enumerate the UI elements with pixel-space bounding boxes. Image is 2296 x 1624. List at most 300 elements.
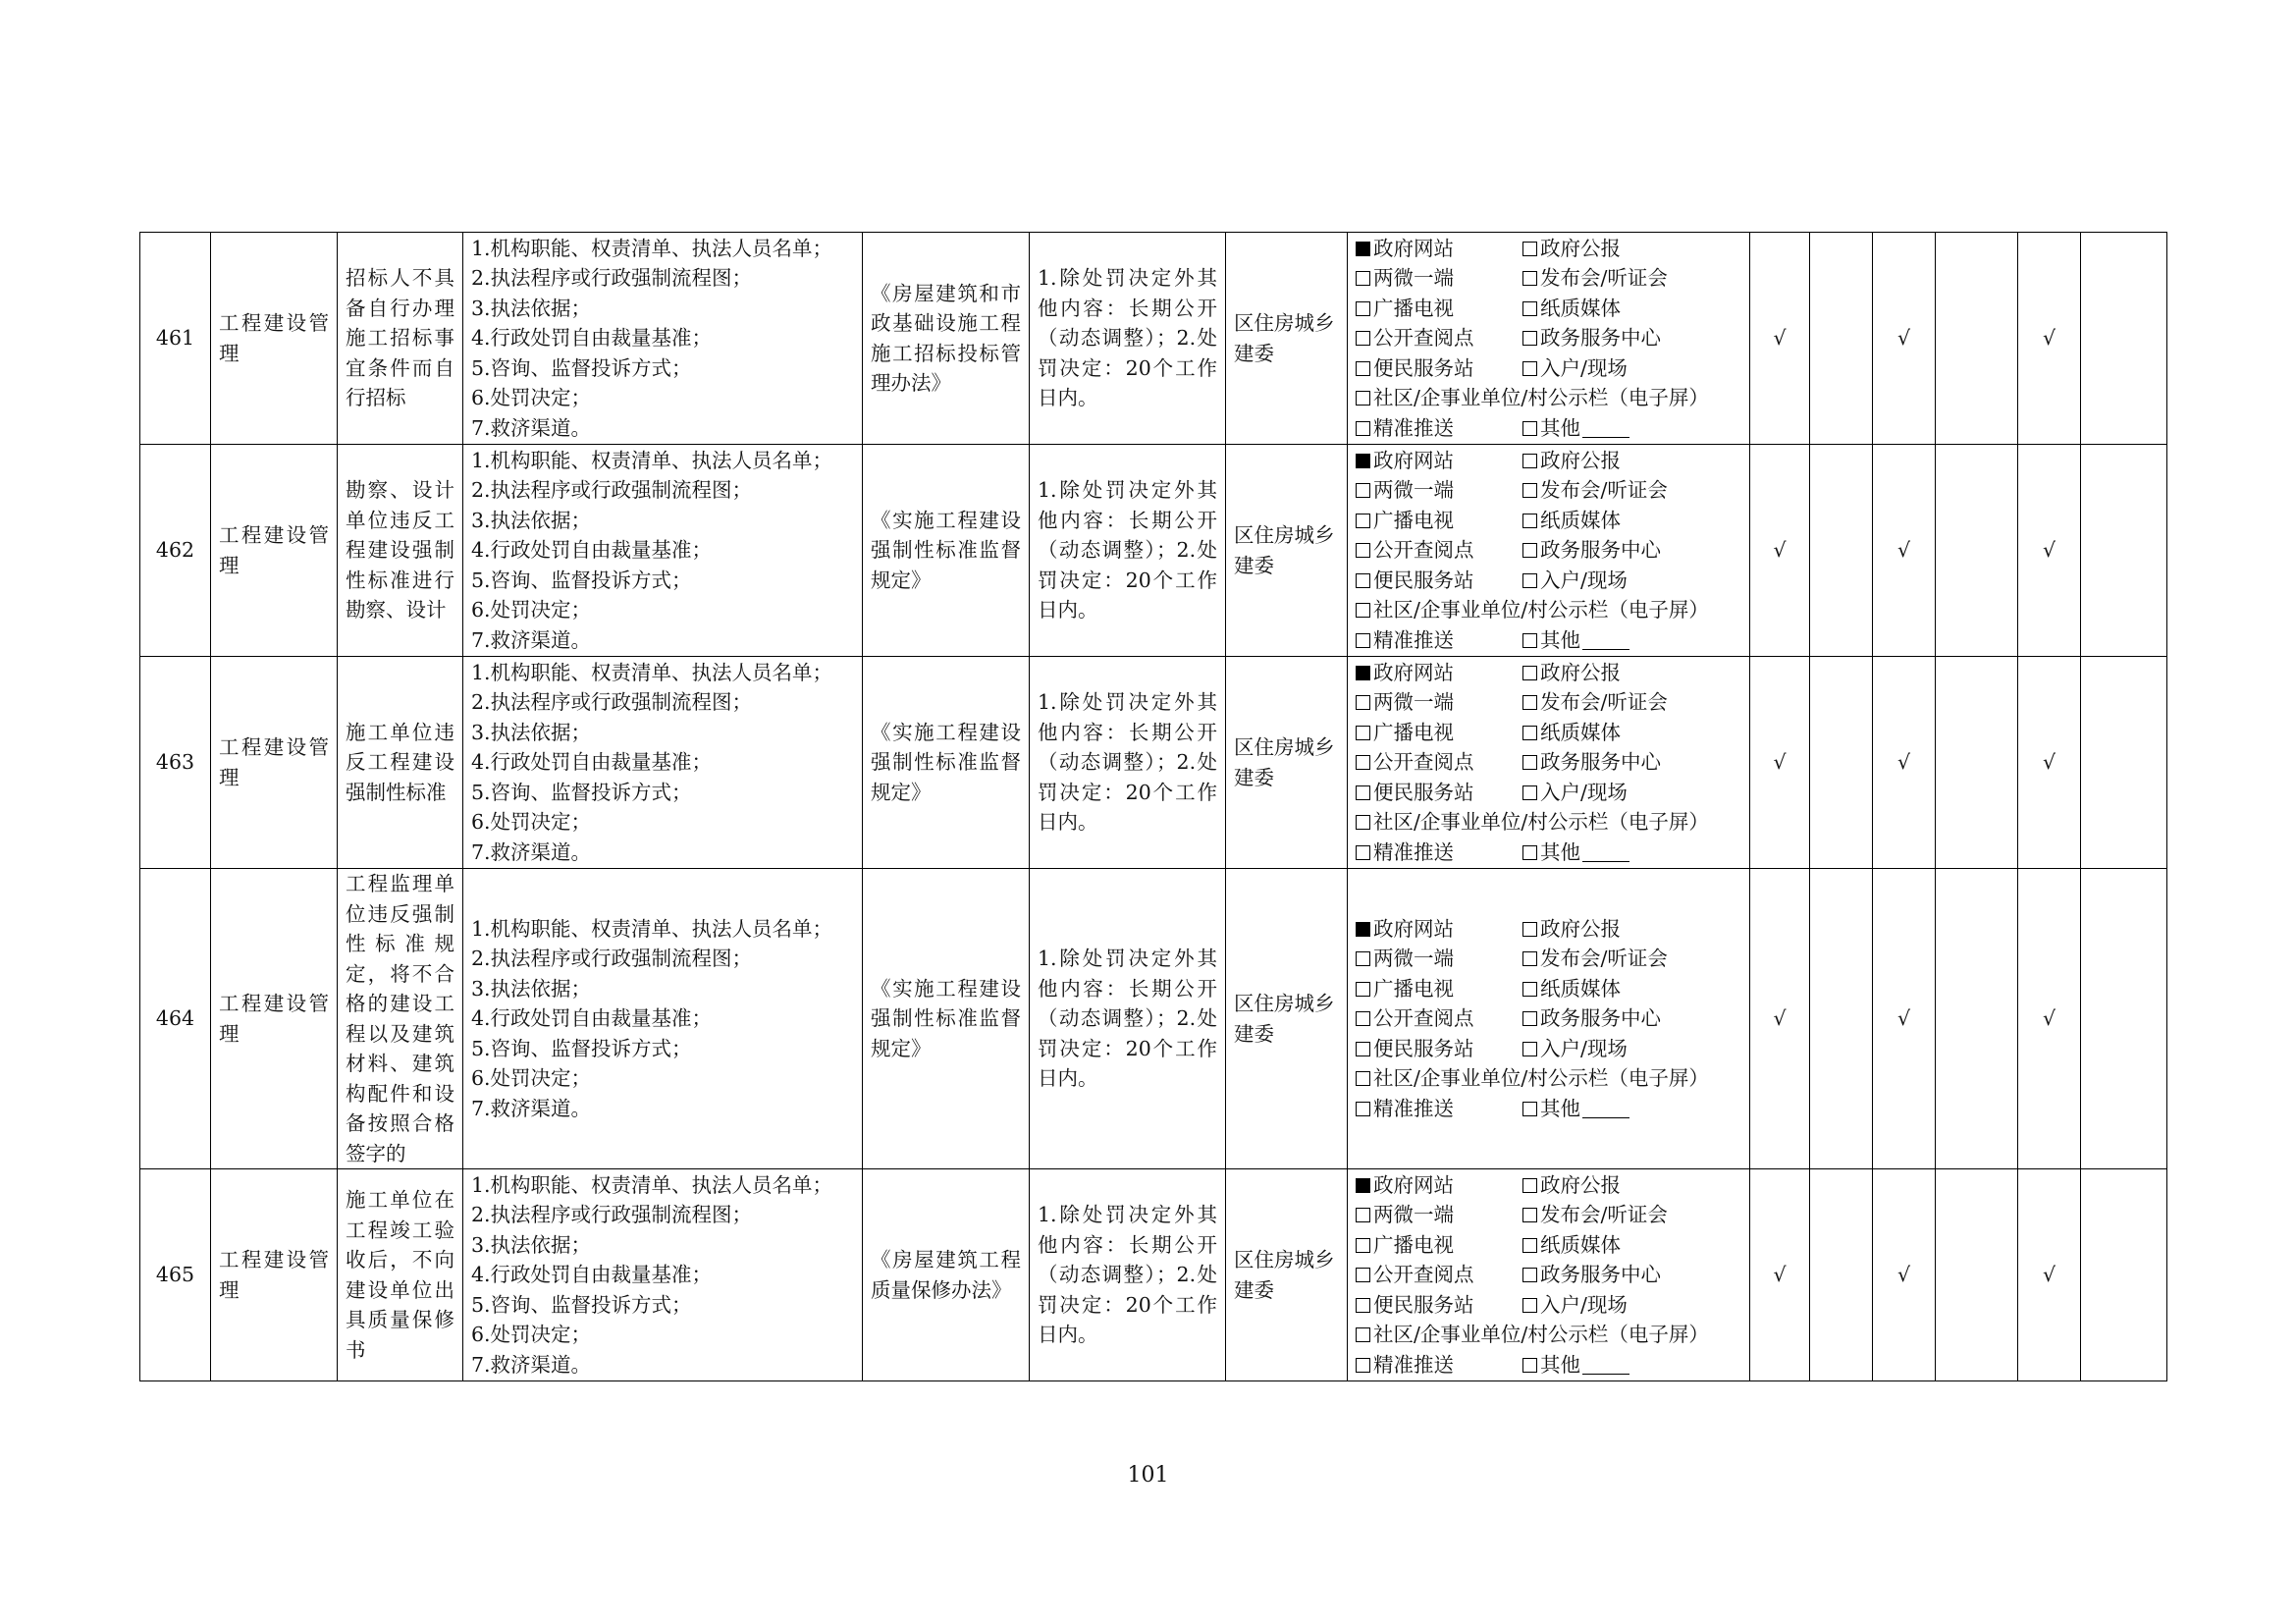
channel-label: 广播电视 xyxy=(1373,1232,1454,1257)
content-item: 4.行政处罚自由裁量基准； xyxy=(471,326,713,351)
unchecked-box-icon xyxy=(1356,755,1370,770)
page-number: 101 xyxy=(1127,1463,1169,1488)
channel-label: 便民服务站 xyxy=(1373,355,1474,380)
unchecked-box-icon xyxy=(1522,1011,1537,1026)
channel-label: 公开查阅点 xyxy=(1373,326,1474,351)
channel-option xyxy=(1356,625,1522,656)
channel-line xyxy=(1356,1230,1741,1261)
channel-label: 纸质媒体 xyxy=(1540,1232,1621,1257)
content-item: 3.执法依据； xyxy=(471,508,592,532)
unchecked-box-icon xyxy=(1356,1208,1370,1222)
channel-option xyxy=(1356,413,1522,444)
checkmark-cell: √ xyxy=(1873,233,1936,445)
unchecked-box-icon xyxy=(1522,1358,1537,1373)
channel-label: 便民服务站 xyxy=(1373,1292,1474,1317)
basis-cell: 《实施工程建设强制性标准监督规定》 xyxy=(863,869,1030,1169)
checkmark-cell: √ xyxy=(2018,445,2081,657)
channel-option xyxy=(1356,687,1522,718)
channel-option xyxy=(1356,718,1522,748)
channel-label: 政府公报 xyxy=(1540,448,1621,472)
checked-box-icon xyxy=(1356,454,1370,468)
channel-label: 公开查阅点 xyxy=(1373,538,1474,563)
empty-cell xyxy=(2081,657,2167,869)
channel-line xyxy=(1356,807,1741,838)
channel-line xyxy=(1356,383,1741,413)
empty-cell xyxy=(1810,657,1873,869)
channel-line xyxy=(1356,234,1741,264)
channel-label: 政务服务中心 xyxy=(1540,1263,1661,1287)
unchecked-box-icon xyxy=(1522,331,1537,346)
channel-line xyxy=(1356,353,1741,384)
content-item: 3.执法依据； xyxy=(471,976,592,1001)
channel-line xyxy=(1356,1290,1741,1321)
unchecked-box-icon xyxy=(1522,1178,1537,1193)
content-item: 1.机构职能、权责清单、执法人员名单； xyxy=(471,916,833,941)
channel-option xyxy=(1522,1200,1668,1230)
content-item: 6.处罚决定； xyxy=(471,598,592,623)
channel-line xyxy=(1356,566,1741,596)
checkmark-cell: √ xyxy=(2018,233,2081,445)
table-row xyxy=(140,657,2167,869)
unchecked-box-icon xyxy=(1356,391,1370,406)
unchecked-box-icon xyxy=(1522,573,1537,588)
dept-cell: 区住房城乡建委 xyxy=(1226,1169,1348,1381)
channel-line xyxy=(1356,475,1741,506)
channel-option xyxy=(1522,535,1661,566)
content-item: 4.行政处罚自由裁量基准； xyxy=(471,1263,713,1287)
channel-label: 精准推送 xyxy=(1373,1352,1454,1377)
channel-label: 入户/现场 xyxy=(1540,780,1628,804)
channel-label: 社区/企事业单位/村公示栏（电子屏） xyxy=(1373,1066,1709,1091)
channel-line xyxy=(1356,747,1741,778)
channels-cell xyxy=(1348,445,1750,657)
fill-blank xyxy=(1582,843,1629,862)
category-cell: 工程建设管理 xyxy=(211,1169,338,1381)
unchecked-box-icon xyxy=(1522,1042,1537,1056)
channels-cell xyxy=(1348,657,1750,869)
channels-cell xyxy=(1348,233,1750,445)
channel-option xyxy=(1356,1094,1522,1124)
unchecked-box-icon xyxy=(1356,361,1370,376)
channel-label: 政务服务中心 xyxy=(1540,750,1661,775)
unchecked-box-icon xyxy=(1356,483,1370,498)
basis-cell: 《实施工程建设强制性标准监督规定》 xyxy=(863,657,1030,869)
channel-option xyxy=(1356,263,1522,294)
unchecked-box-icon xyxy=(1356,514,1370,528)
content-item: 7.救济渠道。 xyxy=(471,1096,592,1120)
channel-line xyxy=(1356,1170,1741,1201)
checkmark-cell: √ xyxy=(1873,657,1936,869)
channel-option xyxy=(1356,1003,1522,1034)
channel-label: 政府网站 xyxy=(1373,916,1454,941)
content-item: 1.机构职能、权责清单、执法人员名单； xyxy=(471,448,833,472)
channel-label: 广播电视 xyxy=(1373,296,1454,320)
channel-option xyxy=(1522,413,1629,444)
content-item: 2.执法程序或行政强制流程图； xyxy=(471,1203,753,1227)
content-item: 7.救济渠道。 xyxy=(471,1352,592,1377)
channel-label: 政务服务中心 xyxy=(1540,1006,1661,1031)
channel-label: 精准推送 xyxy=(1373,1096,1454,1120)
unchecked-box-icon xyxy=(1356,1102,1370,1116)
channel-option xyxy=(1356,595,1709,625)
channel-option xyxy=(1522,353,1628,384)
unchecked-box-icon xyxy=(1356,271,1370,286)
basis-cell: 《房屋建筑工程质量保修办法》 xyxy=(863,1169,1030,1381)
channel-option xyxy=(1522,718,1621,748)
basis-cell: 《实施工程建设强制性标准监督规定》 xyxy=(863,445,1030,657)
channel-label: 入户/现场 xyxy=(1540,355,1628,380)
content-item: 2.执法程序或行政强制流程图； xyxy=(471,478,753,503)
channel-line xyxy=(1356,446,1741,476)
channel-option xyxy=(1522,475,1668,506)
unchecked-box-icon xyxy=(1522,845,1537,860)
checkmark-cell: √ xyxy=(2018,1169,2081,1381)
unchecked-box-icon xyxy=(1522,271,1537,286)
channel-label: 政务服务中心 xyxy=(1540,326,1661,351)
channel-line xyxy=(1356,658,1741,688)
channel-option xyxy=(1522,778,1628,808)
channel-option xyxy=(1356,1034,1522,1064)
unchecked-box-icon xyxy=(1522,982,1537,997)
channel-line xyxy=(1356,294,1741,324)
content-item: 1.机构职能、权责清单、执法人员名单； xyxy=(471,660,833,684)
channel-option xyxy=(1522,747,1661,778)
channel-option xyxy=(1522,838,1629,868)
channel-label: 两微一端 xyxy=(1373,690,1454,715)
content-item: 5.咨询、监督投诉方式； xyxy=(471,568,692,592)
unchecked-box-icon xyxy=(1356,785,1370,800)
checkmark-cell: √ xyxy=(2018,869,2081,1169)
channel-line xyxy=(1356,1320,1741,1350)
empty-cell xyxy=(1936,869,2018,1169)
content-item: 4.行政处罚自由裁量基准； xyxy=(471,1006,713,1031)
unchecked-box-icon xyxy=(1522,1268,1537,1282)
channel-label: 政府网站 xyxy=(1373,1172,1454,1197)
channel-option xyxy=(1356,323,1522,353)
unchecked-box-icon xyxy=(1356,695,1370,710)
category-cell: 工程建设管理 xyxy=(211,445,338,657)
channel-option xyxy=(1522,658,1621,688)
channel-label: 便民服务站 xyxy=(1373,1036,1474,1060)
content-item: 3.执法依据； xyxy=(471,1232,592,1257)
unchecked-box-icon xyxy=(1356,1011,1370,1026)
channel-label: 政府网站 xyxy=(1373,660,1454,684)
unchecked-box-icon xyxy=(1522,951,1537,966)
unchecked-box-icon xyxy=(1356,1238,1370,1253)
channel-option xyxy=(1356,1350,1522,1380)
unchecked-box-icon xyxy=(1522,242,1537,256)
channel-label: 纸质媒体 xyxy=(1540,508,1621,532)
channels-cell xyxy=(1348,1169,1750,1381)
content-cell xyxy=(463,1169,863,1381)
empty-cell xyxy=(1936,657,2018,869)
row-number: 463 xyxy=(140,657,211,869)
checkmark-cell: √ xyxy=(1750,657,1810,869)
content-item: 6.处罚决定； xyxy=(471,1066,592,1091)
unchecked-box-icon xyxy=(1356,1268,1370,1282)
empty-cell xyxy=(1810,233,1873,445)
channel-option xyxy=(1356,383,1709,413)
unchecked-box-icon xyxy=(1522,514,1537,528)
unchecked-box-icon xyxy=(1356,301,1370,316)
channel-line xyxy=(1356,914,1741,945)
empty-cell xyxy=(1936,445,2018,657)
channel-label: 发布会/听证会 xyxy=(1540,266,1668,291)
content-cell xyxy=(463,233,863,445)
fill-blank xyxy=(1582,419,1629,438)
channel-line xyxy=(1356,323,1741,353)
channel-option xyxy=(1522,1260,1661,1290)
channel-option xyxy=(1356,1063,1709,1094)
channel-label: 社区/企事业单位/村公示栏（电子屏） xyxy=(1373,810,1709,835)
channel-option xyxy=(1522,294,1621,324)
checked-box-icon xyxy=(1356,242,1370,256)
unchecked-box-icon xyxy=(1522,755,1537,770)
content-item: 5.咨询、监督投诉方式； xyxy=(471,780,692,804)
unchecked-box-icon xyxy=(1356,633,1370,648)
channel-option xyxy=(1356,446,1522,476)
channel-option xyxy=(1356,778,1522,808)
content-item: 2.执法程序或行政强制流程图； xyxy=(471,266,753,291)
content-item: 3.执法依据； xyxy=(471,720,592,744)
content-item: 2.执法程序或行政强制流程图； xyxy=(471,690,753,715)
channel-line xyxy=(1356,838,1741,868)
channel-label: 政府网站 xyxy=(1373,236,1454,260)
channel-label: 社区/企事业单位/村公示栏（电子屏） xyxy=(1373,386,1709,410)
content-item: 7.救济渠道。 xyxy=(471,415,592,440)
table-row xyxy=(140,233,2167,445)
channel-label: 两微一端 xyxy=(1373,1203,1454,1227)
dept-cell: 区住房城乡建委 xyxy=(1226,657,1348,869)
channel-label: 便民服务站 xyxy=(1373,568,1474,592)
empty-cell xyxy=(1810,1169,1873,1381)
channel-option xyxy=(1356,566,1522,596)
unchecked-box-icon xyxy=(1356,1298,1370,1313)
empty-cell xyxy=(1810,445,1873,657)
channel-label: 精准推送 xyxy=(1373,415,1454,440)
channel-label: 公开查阅点 xyxy=(1373,750,1474,775)
table-row xyxy=(140,1169,2167,1381)
channel-option xyxy=(1356,944,1522,974)
empty-cell xyxy=(1936,233,2018,445)
channel-label: 纸质媒体 xyxy=(1540,976,1621,1001)
checkmark-cell: √ xyxy=(1750,1169,1810,1381)
unchecked-box-icon xyxy=(1356,1327,1370,1342)
matter-cell: 施工单位违反工程建设强制性标准 xyxy=(338,657,463,869)
unchecked-box-icon xyxy=(1356,815,1370,830)
checkmark-cell: √ xyxy=(1750,869,1810,1169)
channel-option xyxy=(1356,1230,1522,1261)
channel-label: 入户/现场 xyxy=(1540,1292,1628,1317)
channel-label: 广播电视 xyxy=(1373,976,1454,1001)
time-cell: 1.除处罚决定外其他内容：长期公开（动态调整）；2.处罚决定：20个工作日内。 xyxy=(1030,657,1226,869)
channel-label: 其他 xyxy=(1540,1096,1580,1120)
empty-cell xyxy=(2081,445,2167,657)
row-number: 464 xyxy=(140,869,211,1169)
dept-cell: 区住房城乡建委 xyxy=(1226,233,1348,445)
channel-label: 其他 xyxy=(1540,415,1580,440)
channel-option xyxy=(1522,446,1621,476)
content-item: 4.行政处罚自由裁量基准； xyxy=(471,538,713,563)
channel-option xyxy=(1356,506,1522,536)
table-row xyxy=(140,445,2167,657)
channel-label: 政府公报 xyxy=(1540,236,1621,260)
unchecked-box-icon xyxy=(1356,421,1370,436)
disclosure-table xyxy=(139,232,2167,1381)
channel-option xyxy=(1522,914,1621,945)
channel-option xyxy=(1356,1170,1522,1201)
channel-option xyxy=(1522,625,1629,656)
unchecked-box-icon xyxy=(1522,1298,1537,1313)
unchecked-box-icon xyxy=(1522,726,1537,740)
channel-label: 发布会/听证会 xyxy=(1540,947,1668,971)
empty-cell xyxy=(1810,869,1873,1169)
channel-option xyxy=(1522,506,1621,536)
checkmark-cell: √ xyxy=(1873,445,1936,657)
channel-option xyxy=(1356,353,1522,384)
category-cell: 工程建设管理 xyxy=(211,869,338,1169)
content-item: 1.机构职能、权责清单、执法人员名单； xyxy=(471,236,833,260)
checkmark-cell: √ xyxy=(2018,657,2081,869)
unchecked-box-icon xyxy=(1522,1102,1537,1116)
matter-cell: 勘察、设计单位违反工程建设强制性标准进行勘察、设计 xyxy=(338,445,463,657)
channel-line xyxy=(1356,1034,1741,1064)
unchecked-box-icon xyxy=(1522,695,1537,710)
empty-cell xyxy=(2081,1169,2167,1381)
empty-cell xyxy=(1936,1169,2018,1381)
channel-option xyxy=(1356,535,1522,566)
channel-line xyxy=(1356,625,1741,656)
channel-line xyxy=(1356,687,1741,718)
matter-cell: 工程监理单位违反强制性标准规定，将不合格的建设工程以及建筑材料、建筑构配件和设备按照合格签字的 xyxy=(338,869,463,1169)
channel-option xyxy=(1356,1260,1522,1290)
channel-line xyxy=(1356,718,1741,748)
channel-label: 其他 xyxy=(1540,627,1580,652)
content-cell xyxy=(463,657,863,869)
channel-line xyxy=(1356,506,1741,536)
channel-label: 政府网站 xyxy=(1373,448,1454,472)
dept-cell: 区住房城乡建委 xyxy=(1226,869,1348,1169)
unchecked-box-icon xyxy=(1522,666,1537,680)
channel-label: 政务服务中心 xyxy=(1540,538,1661,563)
unchecked-box-icon xyxy=(1356,982,1370,997)
unchecked-box-icon xyxy=(1356,573,1370,588)
channel-label: 两微一端 xyxy=(1373,266,1454,291)
unchecked-box-icon xyxy=(1356,603,1370,618)
channel-option xyxy=(1356,974,1522,1004)
content-item: 7.救济渠道。 xyxy=(471,627,592,652)
channel-label: 广播电视 xyxy=(1373,508,1454,532)
channel-label: 精准推送 xyxy=(1373,627,1454,652)
time-cell: 1.除处罚决定外其他内容：长期公开（动态调整）；2.处罚决定：20个工作日内。 xyxy=(1030,869,1226,1169)
fill-blank xyxy=(1582,1100,1629,1118)
channel-label: 发布会/听证会 xyxy=(1540,478,1668,503)
content-item: 6.处罚决定； xyxy=(471,810,592,835)
channel-label: 公开查阅点 xyxy=(1373,1006,1474,1031)
checked-box-icon xyxy=(1356,922,1370,937)
unchecked-box-icon xyxy=(1356,543,1370,558)
channel-option xyxy=(1522,1350,1629,1380)
channel-option xyxy=(1356,838,1522,868)
channel-line xyxy=(1356,413,1741,444)
channel-line xyxy=(1356,263,1741,294)
channel-option xyxy=(1522,1034,1628,1064)
channel-line xyxy=(1356,1094,1741,1124)
row-number: 465 xyxy=(140,1169,211,1381)
channel-line xyxy=(1356,944,1741,974)
time-cell: 1.除处罚决定外其他内容：长期公开（动态调整）；2.处罚决定：20个工作日内。 xyxy=(1030,445,1226,657)
channel-label: 社区/企事业单位/村公示栏（电子屏） xyxy=(1373,598,1709,623)
channel-option xyxy=(1522,234,1621,264)
channel-label: 精准推送 xyxy=(1373,839,1454,864)
unchecked-box-icon xyxy=(1522,421,1537,436)
channel-option xyxy=(1522,1290,1628,1321)
channel-option xyxy=(1356,807,1709,838)
channel-option xyxy=(1356,1200,1522,1230)
channel-line xyxy=(1356,1260,1741,1290)
channel-label: 发布会/听证会 xyxy=(1540,690,1668,715)
channel-option xyxy=(1522,1003,1661,1034)
channel-option xyxy=(1522,1170,1621,1201)
content-item: 1.机构职能、权责清单、执法人员名单； xyxy=(471,1172,833,1197)
channel-line xyxy=(1356,1200,1741,1230)
unchecked-box-icon xyxy=(1356,845,1370,860)
fill-blank xyxy=(1582,1356,1629,1375)
checkmark-cell: √ xyxy=(1873,869,1936,1169)
unchecked-box-icon xyxy=(1522,301,1537,316)
channel-label: 其他 xyxy=(1540,1352,1580,1377)
unchecked-box-icon xyxy=(1356,1358,1370,1373)
unchecked-box-icon xyxy=(1522,483,1537,498)
checked-box-icon xyxy=(1356,666,1370,680)
unchecked-box-icon xyxy=(1522,633,1537,648)
channel-option xyxy=(1356,475,1522,506)
channel-label: 入户/现场 xyxy=(1540,568,1628,592)
row-number: 461 xyxy=(140,233,211,445)
checked-box-icon xyxy=(1356,1178,1370,1193)
channel-label: 两微一端 xyxy=(1373,947,1454,971)
channel-label: 便民服务站 xyxy=(1373,780,1474,804)
matter-cell: 招标人不具备自行办理施工招标事宜条件而自行招标 xyxy=(338,233,463,445)
time-cell: 1.除处罚决定外其他内容：长期公开（动态调整）；2.处罚决定：20个工作日内。 xyxy=(1030,233,1226,445)
channel-line xyxy=(1356,535,1741,566)
channel-option xyxy=(1356,294,1522,324)
unchecked-box-icon xyxy=(1522,922,1537,937)
content-item: 6.处罚决定； xyxy=(471,1323,592,1347)
content-item: 5.咨询、监督投诉方式； xyxy=(471,1292,692,1317)
channel-option xyxy=(1522,263,1668,294)
channel-option xyxy=(1356,658,1522,688)
channel-line xyxy=(1356,1063,1741,1094)
channel-option xyxy=(1522,944,1668,974)
unchecked-box-icon xyxy=(1522,361,1537,376)
channel-option xyxy=(1522,1230,1621,1261)
channel-label: 社区/企事业单位/村公示栏（电子屏） xyxy=(1373,1323,1709,1347)
channel-label: 两微一端 xyxy=(1373,478,1454,503)
channel-option xyxy=(1522,1094,1629,1124)
channel-line xyxy=(1356,595,1741,625)
channel-option xyxy=(1356,914,1522,945)
channel-line xyxy=(1356,1350,1741,1380)
unchecked-box-icon xyxy=(1356,1042,1370,1056)
table-row xyxy=(140,869,2167,1169)
channel-label: 政府公报 xyxy=(1540,660,1621,684)
unchecked-box-icon xyxy=(1522,454,1537,468)
channel-option xyxy=(1522,974,1621,1004)
channel-label: 公开查阅点 xyxy=(1373,1263,1474,1287)
unchecked-box-icon xyxy=(1356,331,1370,346)
channel-option xyxy=(1522,566,1628,596)
